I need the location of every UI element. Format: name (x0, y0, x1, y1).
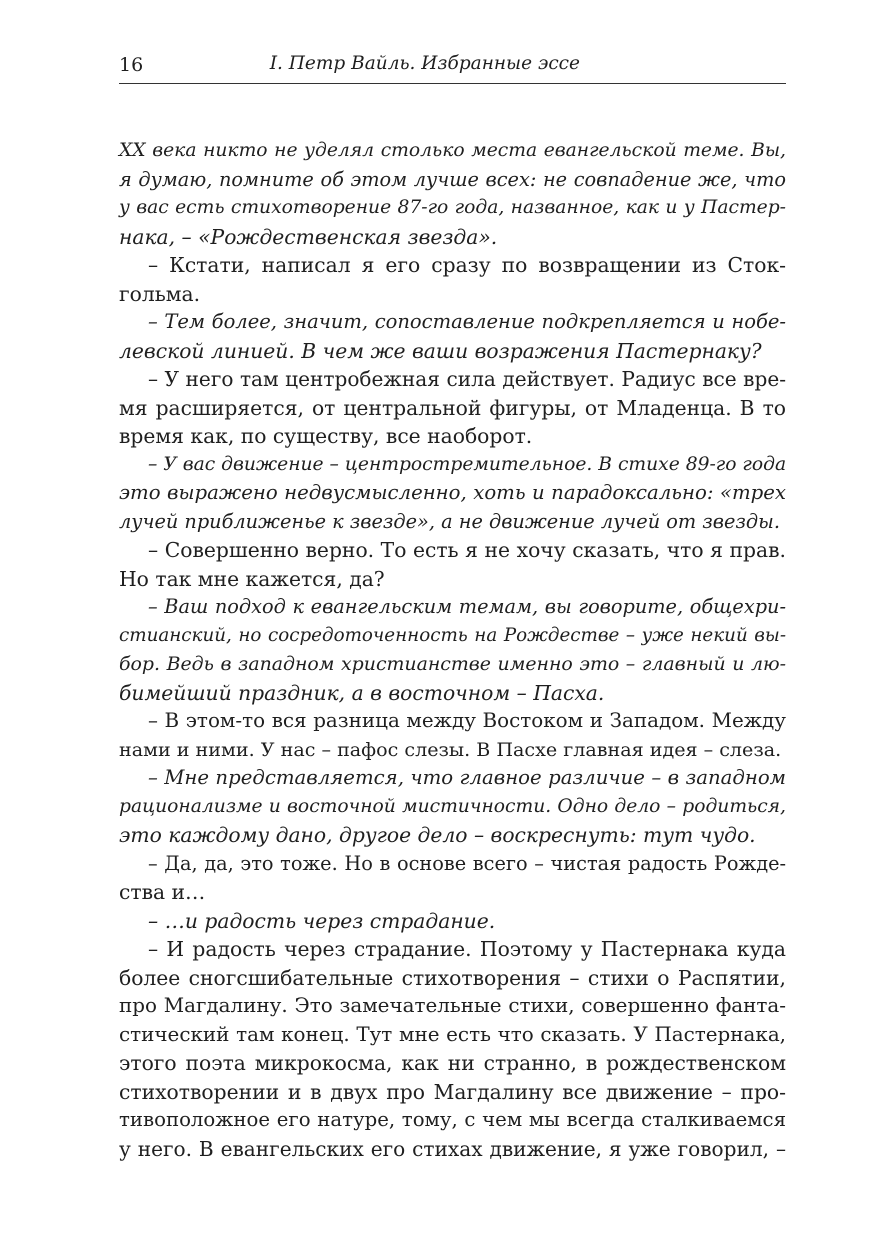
running-title: I. Петр Вайль. Избранные эссе (269, 53, 580, 74)
text-line: про Магдалину. Это замечательные стихи, совершенно фанта- (119, 994, 786, 1017)
text-line: – У вас движение – центростремительное. В стихе 89-го года (148, 453, 787, 475)
text-line: более сногсшибательные стихотворения – стихи о Распятии, (119, 965, 786, 990)
text-line: стический там конец. Тут мне есть что сказать. У Пастернака, (119, 1022, 786, 1046)
text-line: мя расширяется, от центральной фигуры, от Младенца. В то (119, 395, 786, 420)
text-line: нами и ними. У нас – пафос слезы. В Пасхе главная идея – слеза. (119, 737, 782, 761)
text-line: – …и радость через страдание. (148, 908, 496, 933)
text-line: стианский, но сосредоточенность на Рождестве – уже некий вы- (119, 624, 786, 646)
text-line: ства и… (119, 880, 206, 904)
text-line: Но так мне кажется, да? (119, 566, 385, 591)
text-line: я думаю, помните об этом лучше всех: не совпадение же, что (119, 167, 786, 191)
text-line: бор. Ведь в западном христианстве именно это – главный и лю- (119, 653, 786, 675)
text-line: – Тем более, значит, сопоставление подкрепляется и нобе- (148, 310, 786, 333)
text-line: – Мне представляется, что главное различие – в западном (148, 766, 786, 789)
text-line: рационализме и восточной мистичности. Одно дело – родиться, (119, 795, 786, 817)
text-line: бимейший праздник, а в восточном – Пасха. (119, 680, 605, 705)
text-line: это выражено недвусмысленно, хоть и парадоксально: «трех (119, 481, 786, 504)
text-line: тивоположное его натуре, тому, с чем мы всегда сталкиваемся (119, 1108, 786, 1131)
text-line: нака, – «Рождественская звезда». (119, 224, 498, 249)
text-line: стихотворении и в двух про Магдалину все движение – про- (119, 1079, 786, 1104)
text-line: это каждому дано, другое дело – воскреснуть: тут чудо. (119, 823, 756, 847)
text-line: – У него там центробежная сила действует. Радиус все вре- (148, 367, 786, 391)
text-line: гольма. (119, 281, 201, 306)
body-text (119, 137, 786, 1163)
text-line: XX века никто не уделял столько места евангельской теме. Вы, (119, 140, 786, 161)
text-line: этого поэта микрокосма, как ни странно, в рождественском (119, 1051, 786, 1075)
page-header (119, 50, 786, 84)
text-line: – Совершенно верно. То есть я не хочу сказать, что я прав. (148, 538, 786, 562)
text-line: время как, по существу, все наоборот. (119, 424, 533, 448)
text-line: – И радость через страдание. Поэтому у Пастернака куда (148, 937, 786, 961)
text-line: лучей приближенье к звезде», а не движение лучей от звезды. (119, 509, 780, 533)
text-line: – Да, да, это тоже. Но в основе всего – чистая радость Рожде- (148, 851, 786, 875)
page-number: 16 (119, 54, 144, 76)
text-line: – В этом-то вся разница между Востоком и Западом. Между (148, 709, 786, 732)
text-line: – Ваш подход к евангельским темам, вы говорите, общехри- (148, 595, 786, 618)
text-line: у него. В евангельских его стихах движение, я уже говорил, – (119, 1136, 786, 1161)
text-line: – Кстати, написал я его сразу по возвращении из Сток- (148, 253, 786, 277)
text-line: у вас есть стихотворение 87-го года, названное, как и у Пастер- (119, 197, 786, 218)
text-line: левской линией. В чем же ваши возражения Пастернаку? (119, 338, 762, 363)
